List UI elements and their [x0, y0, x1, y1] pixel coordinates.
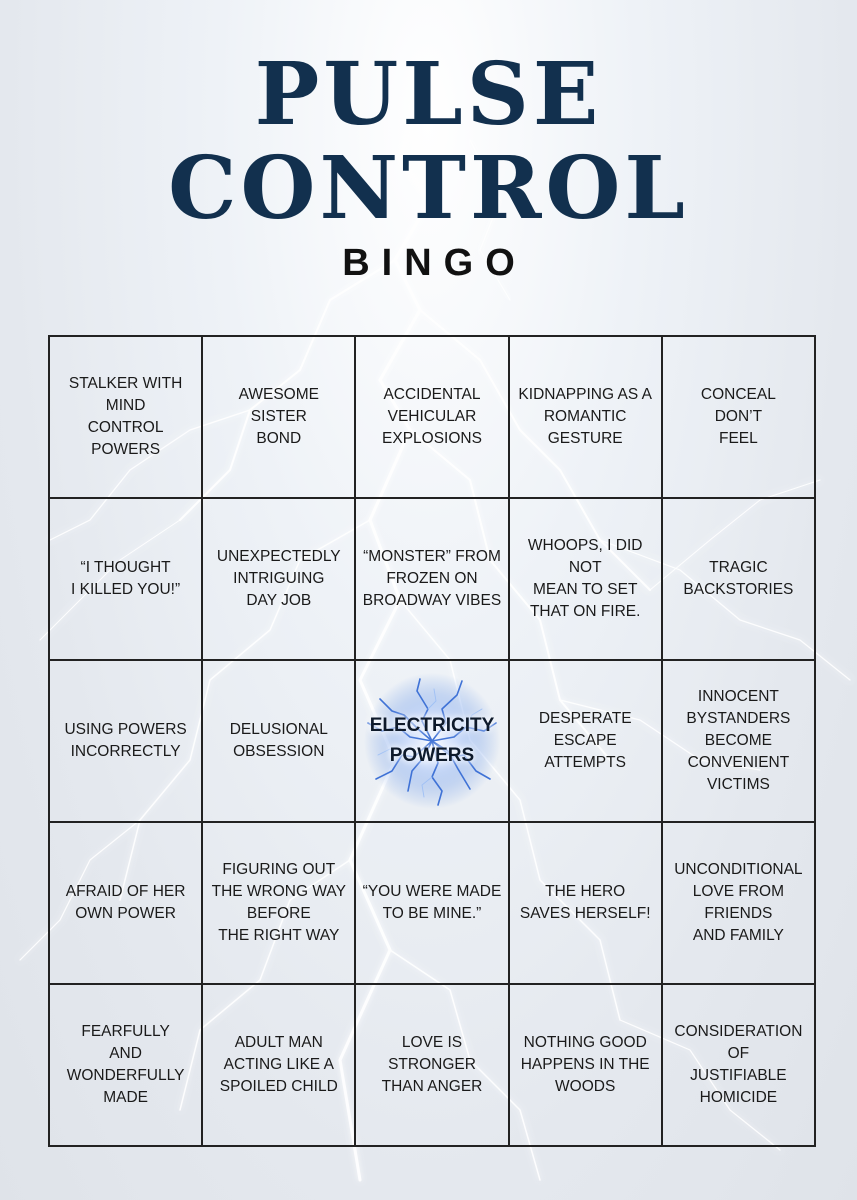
bingo-cell: DELUSIONAL OBSESSION — [202, 660, 355, 822]
bingo-cell: THE HERO SAVES HERSELF! — [509, 822, 662, 984]
bingo-cell: UNEXPECTEDLY INTRIGUING DAY JOB — [202, 498, 355, 660]
bingo-cell: CONSIDERATION OF JUSTIFIABLE HOMICIDE — [662, 984, 815, 1146]
bingo-cell: INNOCENT BYSTANDERS BECOME CONVENIENT VICTIMS — [662, 660, 815, 822]
bingo-cell: FIGURING OUT THE WRONG WAY BEFORE THE RIGHT WAY — [202, 822, 355, 984]
free-space-cell — [355, 660, 508, 822]
title-line-1: PULSE — [254, 44, 603, 145]
bingo-cell: TRAGIC BACKSTORIES — [662, 498, 815, 660]
bingo-cell: AWESOME SISTER BOND — [202, 336, 355, 498]
bingo-cell: ADULT MAN ACTING LIKE A SPOILED CHILD — [202, 984, 355, 1146]
bingo-cell: LOVE IS STRONGER THAN ANGER — [355, 984, 508, 1146]
bingo-cell: FEARFULLY AND WONDERFULLY MADE — [49, 984, 202, 1146]
bingo-cell: NOTHING GOOD HAPPENS IN THE WOODS — [509, 984, 662, 1146]
bingo-cell: UNCONDITIONAL LOVE FROM FRIENDS AND FAMILY — [662, 822, 815, 984]
subtitle: BINGO — [342, 242, 527, 284]
bingo-cell: ACCIDENTAL VEHICULAR EXPLOSIONS — [355, 336, 508, 498]
title-line-2: CONTROL — [168, 138, 689, 239]
bingo-cell: CONCEAL DON’T FEEL — [662, 336, 815, 498]
bingo-cell: “MONSTER” FROM FROZEN ON BROADWAY VIBES — [355, 498, 508, 660]
bingo-cell: WHOOPS, I DID NOT MEAN TO SET THAT ON FIRE. — [509, 498, 662, 660]
bingo-cell: AFRAID OF HER OWN POWER — [49, 822, 202, 984]
free-space-label: ELECTRICITY POWERS — [369, 715, 495, 766]
bingo-cell: “I THOUGHT I KILLED YOU!” — [49, 498, 202, 660]
bingo-cell: KIDNAPPING AS A ROMANTIC GESTURE — [509, 336, 662, 498]
bingo-cell: DESPERATE ESCAPE ATTEMPTS — [509, 660, 662, 822]
bingo-grid — [48, 335, 816, 1147]
bingo-cell: “YOU WERE MADE TO BE MINE.” — [355, 822, 508, 984]
bingo-cell: STALKER WITH MIND CONTROL POWERS — [49, 336, 202, 498]
bingo-cell: USING POWERS INCORRECTLY — [49, 660, 202, 822]
